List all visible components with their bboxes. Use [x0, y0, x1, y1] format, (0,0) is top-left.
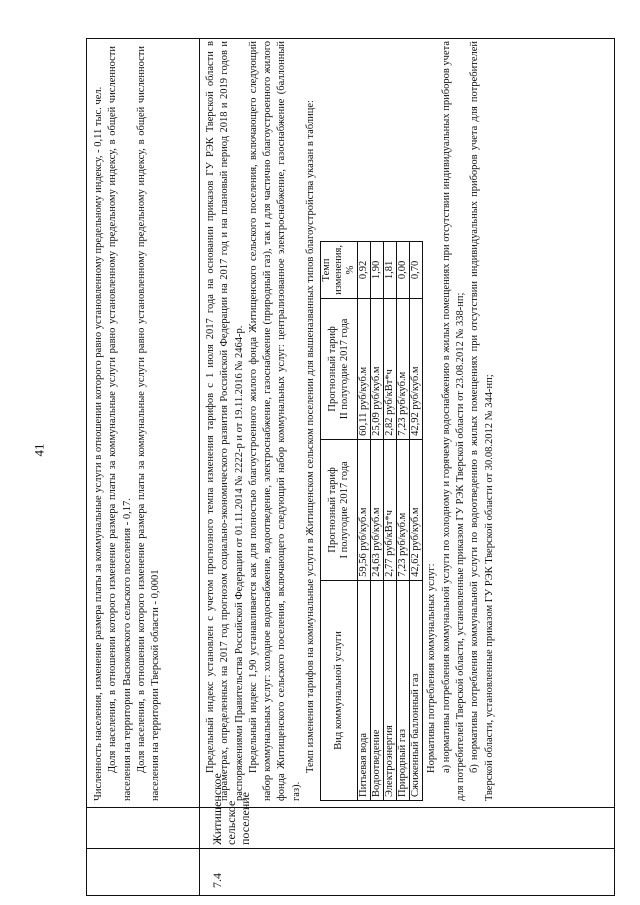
row-divider — [199, 38, 200, 896]
text-line: Численность населения, изменение размера платы за коммунальные услуги в отношении которого равно установленному предельному индексу, - 0,11 тыс. чел. — [93, 86, 104, 801]
rate-cell: 0,92 — [358, 242, 371, 299]
tariff-1-cell: 59,56 руб/куб.м — [358, 439, 371, 580]
normative-a: а) нормативы потребления коммунальной услуги по холодному и горячему водоснабжению в жилых помещениях при отсутствии индивидуальных приборов учета для потребителей Тверской области, установленные приказом ГУ РЭК Тверской области от 23.08.2012 № 338-нп; — [440, 41, 466, 801]
section-name-line: поселение — [238, 791, 252, 845]
table-row — [358, 242, 371, 801]
tariff-1-cell: 42,62 руб/куб.м — [410, 439, 423, 580]
tariff-2-cell: 25,09 руб/куб.м — [371, 298, 384, 439]
paragraph-2: Предельный индекс 1,90 устанавливается как для полностью благоустроенного жилого фонда Житищенского сельского поселения, включающего следующий набор коммунальных услуг: холодное водоснабжение, водоотведение, электроснабжение, газоснабжение (природный газ), так и для частично благоустроенного жилого фонда Житищенского сельского поселения, включающего следующий набор коммунальных услуг: централизованное электроснабжение, газоснабжение (баллонный газ). — [247, 41, 302, 801]
tariff-2-cell: 60,11 руб/куб.м — [358, 298, 371, 439]
table-row — [410, 242, 423, 801]
text-line: Доля населения, в отношении которого изменение размера платы за коммунальные услуги равно установленному предельному индексу, в общей численности населения на территории Васюковского сельского поселения - 0,17. — [107, 46, 133, 801]
table-border-right — [614, 38, 615, 896]
page-number: 41 — [31, 443, 47, 457]
table-row — [371, 242, 384, 801]
service-cell: Электроэнергия — [384, 580, 397, 800]
table-row — [397, 242, 410, 801]
table-border-top — [86, 38, 615, 39]
table-border-left — [86, 38, 87, 896]
column-divider-2 — [86, 848, 615, 849]
section-body — [204, 41, 614, 801]
tariff-1-cell: 24,63 руб/куб.м — [371, 439, 384, 580]
normative-b: б) нормативы потребления коммунальной услуги по водоотведению в жилых помещениях при отсутствии индивидуальных приборов учета для потребителей Тверской области, установленные приказом ГУ РЭК Тверской области от 30.08.2012 № 344-нп; — [469, 41, 495, 801]
service-cell: Природный газ — [397, 580, 410, 800]
normatives-title: Нормативы потребления коммунальных услуг: — [426, 563, 438, 773]
table-border-bottom — [86, 895, 615, 896]
tariff-1-cell: 2,77 руб/кВт*ч — [384, 439, 397, 580]
paragraph-3: Темп изменения тарифов на коммунальные услуги в Житищенском сельском поселении для вышеназванных типов благоустройства указан в таблице: — [305, 100, 317, 773]
section-name-line: Житищенское — [210, 773, 224, 845]
rate-cell: 1,81 — [384, 242, 397, 299]
service-cell: Сжиженный баллонный газ — [410, 580, 423, 800]
column-header-rate: Темп изменения, % — [321, 242, 358, 299]
tariff-2-cell: 2,82 руб/кВт*ч — [384, 298, 397, 439]
column-header-service: Вид коммунальной услуги — [321, 580, 358, 800]
rate-cell: 1,90 — [371, 242, 384, 299]
rate-cell: 0,00 — [397, 242, 410, 299]
rate-cell: 0,70 — [410, 242, 423, 299]
column-header-tariff-1: Прогнозный тариф I полугодие 2017 года — [321, 439, 358, 580]
previous-section-text — [92, 46, 196, 801]
tariff-2-cell: 7,23 руб/куб.м — [397, 298, 410, 439]
tariff-2-cell: 42,92 руб/куб.м — [410, 298, 423, 439]
paragraph-1: Предельный индекс установлен с учетом прогнозного темпа изменения тарифов с 1 июля 2017 года на основании приказов ГУ РЭК Тверской области в параметрах, определенных на 2017 год прогнозом социально-экономического развития Российской Федерации на 2017 год и на плановый период 2018 и 2019 годов и распоряжениями Правительства Российской Федерации от 01.11.2014 № 2222-р и от 19.11.2016 № 2464-р. — [205, 41, 245, 801]
column-header-tariff-2: Прогнозный тариф II полугодие 2017 года — [321, 298, 358, 439]
table-header-row — [321, 242, 358, 801]
tariff-1-cell: 7,23 руб/куб.м — [397, 439, 410, 580]
section-number: 7.4 — [210, 873, 224, 888]
section-name-line: сельское — [224, 800, 238, 845]
table-row — [384, 242, 397, 801]
service-cell: Питьевая вода — [358, 580, 371, 800]
column-divider-1 — [86, 807, 615, 808]
tariff-table — [320, 241, 423, 801]
service-cell: Водоотведение — [371, 580, 384, 800]
text-line: Доля населения, в отношении которого изменение размера платы за коммунальные услуги равно установленному предельному индексу, в общей численности населения на территории Тверской области - 0,0001 — [135, 46, 162, 801]
